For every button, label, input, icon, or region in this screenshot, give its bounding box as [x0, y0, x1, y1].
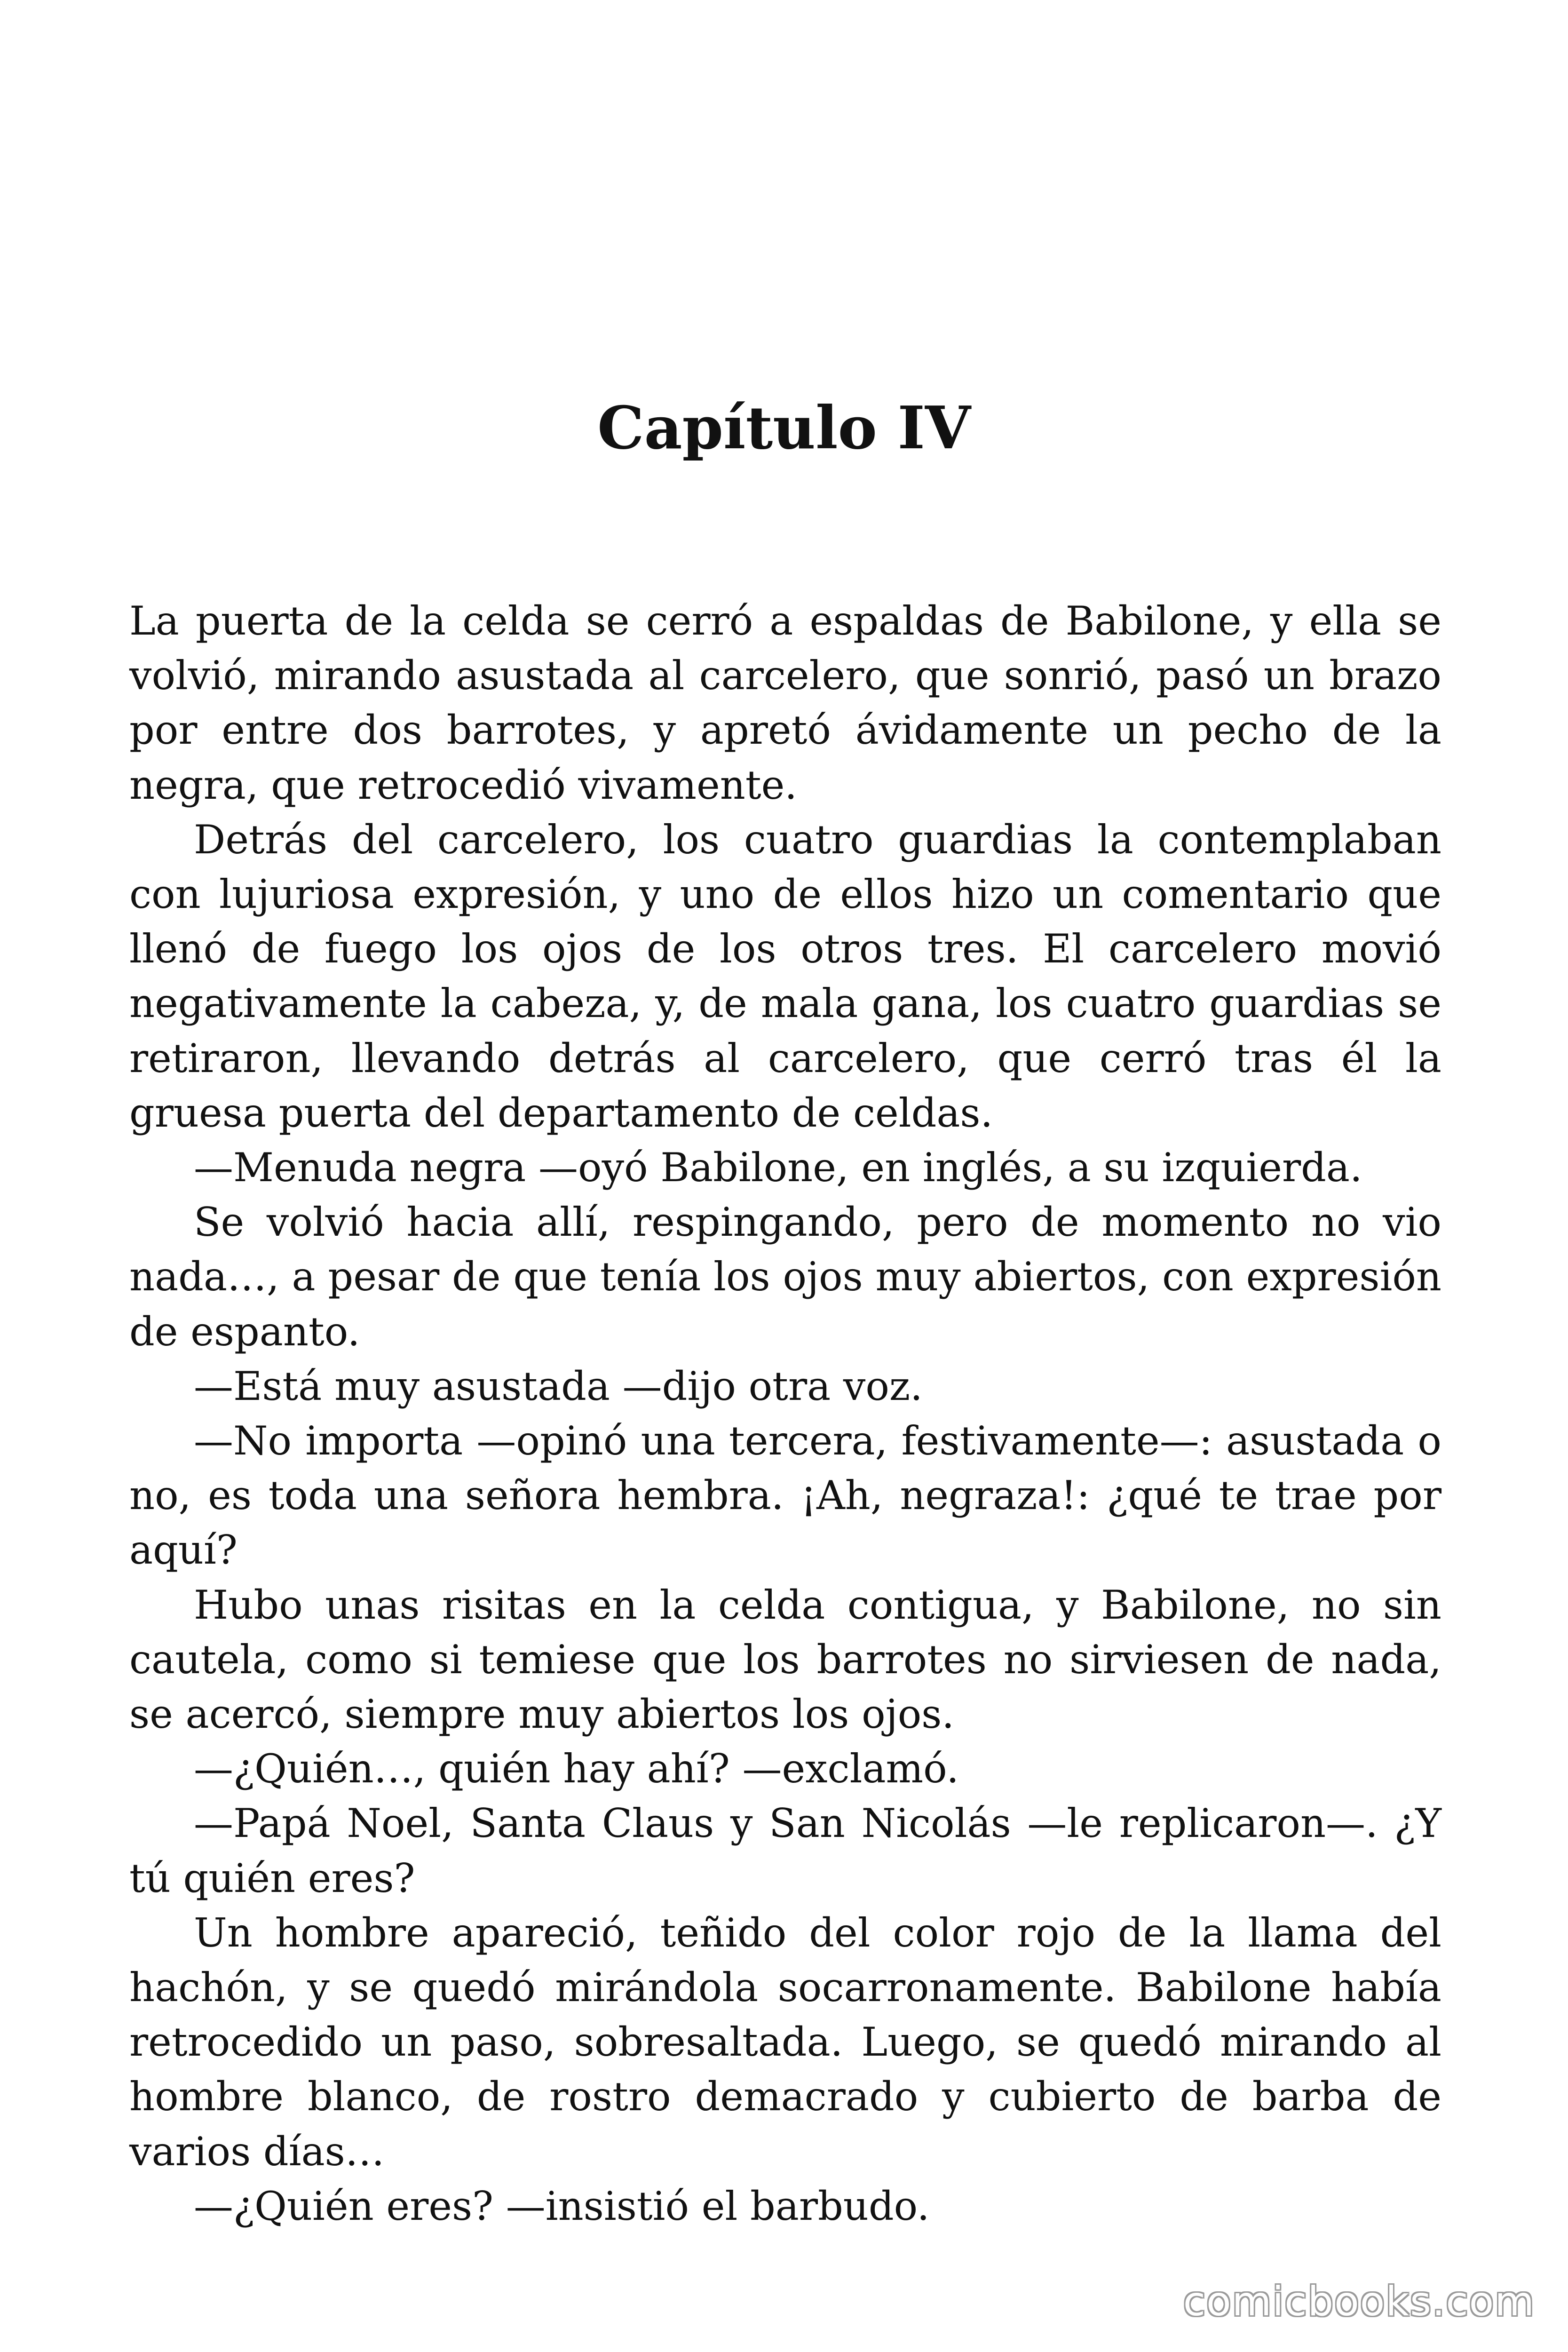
chapter-body — [129, 594, 1441, 2233]
paragraph: —Papá Noel, Santa Claus y San Nicolás —le replicaron—. ¿Y tú quién eres? — [129, 1800, 1441, 1901]
paragraph: Se volvió hacia allí, respingando, pero de momento no vio nada…, a pesar de que tenía los ojos muy abiertos, con expresión de espanto. — [129, 1199, 1441, 1355]
paragraph: —No importa —opinó una tercera, festivamente—: asustada o no, es toda una señora hembra. ¡Ah, negraza!: ¿qué te trae por aquí? — [129, 1418, 1441, 1573]
chapter-title: Capítulo IV — [597, 394, 971, 462]
paragraph: —Menuda negra —oyó Babilone, en inglés, a su izquierda. — [194, 1144, 1362, 1191]
paragraph: Hubo unas risitas en la celda contigua, y Babilone, no sin cautela, como si temiese que los barrotes no sirviesen de nada, se acercó, siempre muy abiertos los ojos. — [129, 1581, 1441, 1738]
watermark: comicbooks.com — [1183, 2278, 1535, 2325]
paragraph: La puerta de la celda se cerró a espaldas de Babilone, y ella se volvió, mirando asustada al carcelero, que sonrió, pasó un brazo por entre dos barrotes, y apretó ávidamente un pecho de la negra, que retrocedió vivamente. — [129, 598, 1441, 808]
paragraph: —¿Quién…, quién hay ahí? —exclamó. — [194, 1746, 959, 1792]
paragraph: —¿Quién eres? —insistió el barbudo. — [194, 2183, 930, 2229]
paragraph: Un hombre apareció, teñido del color rojo de la llama del hachón, y se quedó mirándola socarronamente. Babilone había retrocedido un paso, sobresaltada. Luego, se quedó mirando al hombre blanco, de rostro demacrado y cubierto de barba de varios días… — [129, 1909, 1441, 2175]
paragraph: —Está muy asustada —dijo otra voz. — [194, 1363, 923, 1409]
paragraph: Detrás del carcelero, los cuatro guardias la contemplaban con lujuriosa expresión, y uno de ellos hizo un comentario que llenó de fuego los ojos de los otros tres. El carcelero movió negativamente la cabeza, y, de mala gana, los cuatro guardias se retiraron, llevando detrás al carcelero, que cerró tras él la gruesa puerta del departamento de celdas. — [129, 816, 1441, 1136]
